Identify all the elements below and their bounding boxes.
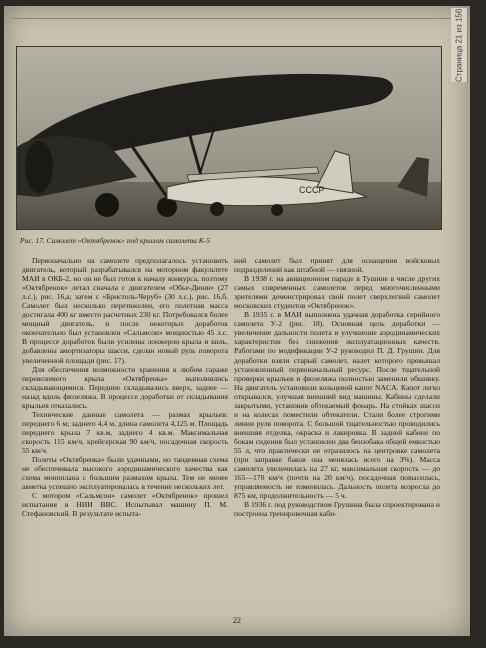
aircraft-registration-mark: СССР: [299, 185, 325, 195]
left-column: [22, 256, 228, 518]
paragraph: В 1938 г. на авиационном параде в Тушине в числе других самых современных самолетов перед многочисленными зрителями демонстрировал свой полет сверхлегкий самолет московских студентов «Октябренок».: [234, 274, 440, 311]
paragraph: ний самолет был принят для оснащения войсковых подразделений как штабной — связной.: [234, 256, 440, 275]
paragraph: В 1936 г. под руководством Грушина была спроектирована и построена тренировочная каби-: [234, 500, 440, 519]
figure-photo: [16, 46, 442, 230]
paragraph: Полеты «Октябренка» были удачными, но тандемная схема не обеспечивала высокого аэродинамического качества как схема моноплана с большим размахом крыла. Тем не менее авиетка успешно эксплуатировалась в течение нескольких лет.: [22, 455, 228, 492]
paragraph: Первоначально на самолете предполагалось установить двигатель, который разрабатывался на моторном факультете МАИ в ОКБ-2, но он не был готов к началу конкурса, поэтому «Октябренок» летал сначала с двигателем «Обье-Дюнн» (27 л.с.), рис. 16,а; затем с «Бристоль-Черуб» (30 л.с.), рис. 16,б. Самолет был несколько перетяжелен, его полетная масса достигала 400 кг вместо расчетных 230 кг. Потребовался более мощный двигатель, и после некоторых доработок окончательно был установлен «Сальмсон» мощностью 45 л.с. В процессе доработок были усилены лонжерон крыла и киль, добавлены амортизаторы шасси, сделан новый руль поворота увеличенной площади (рис. 17).: [22, 256, 228, 365]
paragraph: Технические данные самолета — размах крыльев: переднего 6 м; заднего 4,4 м, длина самолета 4,125 м. Площадь переднего крыла 7 кв.м, заднего 4 кв.м. Максимальная скорость 115 км/ч, крейсерская 90 км/ч, посадочная скорость 55 км/ч.: [22, 409, 228, 455]
page-counter-tab[interactable]: Страница 21 из 156: [451, 8, 468, 82]
page-number: 22: [233, 616, 241, 625]
figure-caption: Рис. 17. Самолет «Октябренок» под крылом самолета К-5: [20, 236, 210, 245]
aircraft-photo-illustration: [17, 47, 441, 229]
paragraph: В 1935 г. в МАИ выполнена удачная доработка серийного самолета У-2 (рис. 18). Основная цель доработки — увеличение дальности полета и улучшение аэродинамических характеристик без снижения эксплуатационных качеств. Работами по модификации У-2 руководил П. Д. Грушин. Для доработки взяли старый самолет, налет которого превышал установленный первоначальный ресурс. После тщательной проверки крыльев и фюзеляжа полностью заменили обшивку. На двигатель установили кольцевой капот NACA. Капот легко открывался, улучшая внешний вид машины. Кабины сделали закрытыми, установив обтекаемый фонарь. На стойках шасси и на колесах поместили обтекатели. Стали более строгими линии руля поворота. С большой тщательностью проводились внешняя отделка, окраска и лакировка. В задней кабине по бокам сидения был установлен два бензобака общей емкостью 55 л, что практически не отразилось на центровке самолета (при заправке баков она менялась всего на 3%). Масса самолета увеличилась на 27 кг, максимальная скорость — до 165—170 км/ч (почти на 20 км/ч), посадочная повысилась, управляемость не изменилась. Дальность полета возросла до 875 км, продолжительность — 5 ч.: [234, 310, 440, 501]
page-edge-line: [12, 18, 462, 19]
book-page: [4, 6, 470, 636]
paragraph: С мотором «Сальмсон» самолет «Октябренок» прошел испытания в НИИ ВВС. Испытывал машину П. М. Стефановский. В результате испыта-: [22, 491, 228, 519]
right-column: [234, 256, 440, 518]
paragraph: Для обеспечения возможности хранения в любом гараже перевозимого крыла «Октябренка» выполнялись складывающимися. Передние складывались вверх, заднее — назад вдоль фюзеляжа. В процессе доработки от складывания крыльев отказались.: [22, 364, 228, 410]
